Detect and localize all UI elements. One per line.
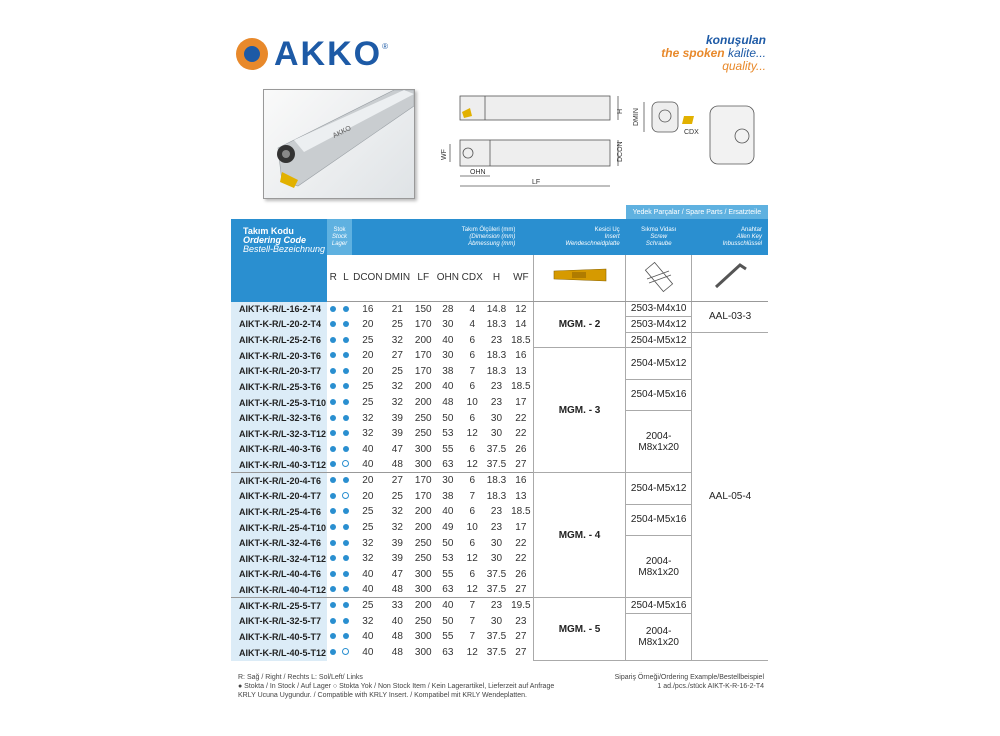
cell-h: 23 bbox=[490, 397, 503, 409]
insert-code: MGM. - 5 bbox=[533, 598, 625, 661]
table-row bbox=[231, 614, 768, 630]
cell-cdx: 7 bbox=[469, 490, 476, 502]
cell-h: 18.3 bbox=[486, 318, 507, 330]
col-DCON: DCON bbox=[352, 255, 383, 301]
cell-cdx: 12 bbox=[466, 647, 478, 659]
cell-cdx: 7 bbox=[469, 365, 476, 377]
cell-h: 37.5 bbox=[486, 443, 507, 455]
cell-ohn: 50 bbox=[442, 615, 454, 627]
stock-l-icon bbox=[340, 379, 353, 395]
ordering-code: AIKT-K-R/L-40-4-T6 bbox=[231, 567, 327, 583]
cell-ohn: 63 bbox=[442, 459, 454, 471]
cell-dmin: 21 bbox=[391, 303, 403, 315]
col-LF: LF bbox=[411, 255, 435, 301]
cell-ohn: 30 bbox=[442, 318, 454, 330]
cell-h: 18.3 bbox=[486, 475, 507, 487]
cell-cdx: 6 bbox=[469, 334, 476, 346]
cell-h: 18.3 bbox=[486, 365, 507, 377]
cell-lf: 250 bbox=[414, 615, 432, 627]
stock-r-icon bbox=[327, 457, 340, 473]
ordering-code: AIKT-K-R/L-40-4-T12 bbox=[231, 582, 327, 598]
label-LF: LF bbox=[532, 179, 541, 186]
table-row bbox=[231, 348, 768, 364]
cell-ohn: 38 bbox=[442, 365, 454, 377]
stock-r-icon bbox=[327, 473, 340, 489]
cell-cdx: 6 bbox=[469, 537, 476, 549]
ordering-code: AIKT-K-R/L-32-4-T12 bbox=[231, 551, 327, 567]
logo-mark-icon bbox=[236, 38, 268, 70]
stock-l-icon bbox=[340, 348, 353, 364]
cell-cdx: 6 bbox=[469, 475, 476, 487]
cell-wf: 27 bbox=[515, 647, 527, 659]
stock-r-icon bbox=[327, 504, 340, 520]
cell-dcon: 40 bbox=[362, 631, 374, 643]
cell-h: 14.8 bbox=[486, 303, 507, 315]
cell-wf: 26 bbox=[515, 443, 527, 455]
cell-lf: 300 bbox=[414, 443, 432, 455]
cell-wf: 22 bbox=[515, 553, 527, 565]
cell-cdx: 10 bbox=[466, 397, 478, 409]
cell-dcon: 25 bbox=[362, 381, 374, 393]
cell-ohn: 50 bbox=[442, 537, 454, 549]
screw-code: 2504-M5x12 bbox=[626, 348, 692, 379]
cell-cdx: 6 bbox=[469, 412, 476, 424]
cell-cdx: 12 bbox=[466, 553, 478, 565]
stock-l-icon bbox=[340, 442, 353, 458]
stock-l-icon bbox=[340, 645, 353, 661]
ordering-code: AIKT-K-R/L-40-3-T12 bbox=[231, 457, 327, 473]
cell-wf: 16 bbox=[515, 350, 527, 362]
screw-code: 2504-M5x16 bbox=[626, 598, 692, 614]
screw-header: Sıkma Vidası Screw Schraube bbox=[626, 219, 692, 255]
cell-h: 18.3 bbox=[486, 490, 507, 502]
cell-lf: 200 bbox=[414, 334, 432, 346]
cell-ohn: 49 bbox=[442, 522, 454, 534]
cell-wf: 18.5 bbox=[511, 334, 531, 346]
cell-wf: 13 bbox=[515, 365, 527, 377]
product-table bbox=[231, 205, 768, 661]
cell-h: 37.5 bbox=[486, 647, 507, 659]
insert-code: MGM. - 4 bbox=[533, 473, 625, 598]
cell-dcon: 25 bbox=[362, 506, 374, 518]
cell-cdx: 6 bbox=[469, 506, 476, 518]
stock-l-icon bbox=[340, 301, 353, 317]
cell-ohn: 48 bbox=[442, 397, 454, 409]
cell-dcon: 40 bbox=[362, 443, 374, 455]
cell-lf: 200 bbox=[414, 381, 432, 393]
cell-wf: 13 bbox=[515, 490, 527, 502]
ordering-code: AIKT-K-R/L-25-4-T6 bbox=[231, 504, 327, 520]
cell-dmin: 33 bbox=[391, 600, 403, 612]
cell-ohn: 30 bbox=[442, 350, 454, 362]
cell-dcon: 25 bbox=[362, 600, 374, 612]
cell-ohn: 63 bbox=[442, 647, 454, 659]
cell-wf: 27 bbox=[515, 631, 527, 643]
screw-image-icon bbox=[626, 255, 692, 301]
ordering-code: AIKT-K-R/L-25-3-T10 bbox=[231, 395, 327, 411]
cell-h: 18.3 bbox=[486, 350, 507, 362]
cell-wf: 17 bbox=[515, 397, 527, 409]
footer-ordering-example: Sipariş Örneği/Ordering Example/Bestellbeispiel 1 ad./pcs./stück AIKT-K-R-16-2-T4 bbox=[614, 674, 764, 690]
ordering-code: AIKT-K-R/L-25-3-T6 bbox=[231, 379, 327, 395]
stock-l-icon bbox=[340, 551, 353, 567]
cell-lf: 300 bbox=[414, 568, 432, 580]
cell-wf: 22 bbox=[515, 537, 527, 549]
ordering-code: AIKT-K-R/L-25-4-T10 bbox=[231, 520, 327, 536]
label-OHN: OHN bbox=[470, 169, 486, 176]
cell-h: 30 bbox=[490, 553, 503, 565]
stock-r-icon bbox=[327, 629, 340, 645]
cell-dmin: 40 bbox=[391, 615, 403, 627]
cell-lf: 250 bbox=[414, 428, 432, 440]
cell-wf: 22 bbox=[515, 428, 527, 440]
stock-r-icon bbox=[327, 567, 340, 583]
stock-r-icon bbox=[327, 442, 340, 458]
cell-dmin: 47 bbox=[391, 443, 403, 455]
table-row bbox=[231, 410, 768, 426]
cell-wf: 16 bbox=[515, 475, 527, 487]
stock-r-icon bbox=[327, 410, 340, 426]
col-H: H bbox=[484, 255, 509, 301]
cell-ohn: 38 bbox=[442, 490, 454, 502]
cell-h: 37.5 bbox=[486, 459, 507, 471]
label-DCON: DCON bbox=[617, 141, 624, 162]
cell-dcon: 25 bbox=[362, 397, 374, 409]
cell-wf: 23 bbox=[515, 615, 527, 627]
stock-r-icon bbox=[327, 614, 340, 630]
screw-code: 2503-M4x10 bbox=[626, 301, 692, 317]
cell-dcon: 20 bbox=[362, 490, 374, 502]
ordering-code-header: Takım Kodu Ordering Code Bestell-Bezeichnung bbox=[231, 219, 327, 255]
stock-r-icon bbox=[327, 520, 340, 536]
cell-dmin: 32 bbox=[391, 397, 403, 409]
cell-dmin: 48 bbox=[391, 631, 403, 643]
cell-h: 37.5 bbox=[486, 631, 507, 643]
ordering-code: AIKT-K-R/L-25-2-T6 bbox=[231, 332, 327, 348]
table-row bbox=[231, 535, 768, 551]
cell-dmin: 48 bbox=[391, 647, 403, 659]
brand-registered: ® bbox=[382, 42, 389, 51]
stock-r-icon bbox=[327, 348, 340, 364]
stock-r-icon bbox=[327, 582, 340, 598]
screw-code: 2503-M4x12 bbox=[626, 317, 692, 333]
slogan-line2: the spoken kalite... bbox=[661, 46, 766, 60]
stock-l-icon bbox=[340, 489, 353, 505]
cell-dmin: 32 bbox=[391, 506, 403, 518]
cell-dmin: 48 bbox=[391, 459, 403, 471]
col-DMIN: DMIN bbox=[384, 255, 412, 301]
ordering-code: AIKT-K-R/L-20-4-T7 bbox=[231, 489, 327, 505]
table-row bbox=[231, 332, 768, 348]
cell-cdx: 12 bbox=[466, 584, 478, 596]
footer-legend: R: Sağ / Right / Rechts L: Sol/Left/ Links ● Stokta / In Stock / Auf Lager ○ Stokta Yok / Non Stock Item / Kein Lagerartikel, Lieferzeit auf Anfrage KRLY Ucuna Uygundur. / Compatible with KRLY Insert. / Kompatibel mit KRLY Wendeplatten. bbox=[238, 674, 555, 699]
stock-r-icon bbox=[327, 301, 340, 317]
table-row bbox=[231, 598, 768, 614]
stock-r-icon bbox=[327, 645, 340, 661]
ordering-code: AIKT-K-R/L-32-3-T12 bbox=[231, 426, 327, 442]
stock-l-icon bbox=[340, 598, 353, 614]
cell-dmin: 25 bbox=[391, 318, 403, 330]
cell-cdx: 4 bbox=[469, 318, 476, 330]
stock-l-icon bbox=[340, 317, 353, 333]
cell-dcon: 32 bbox=[362, 553, 374, 565]
cell-h: 37.5 bbox=[486, 568, 507, 580]
cell-lf: 300 bbox=[414, 631, 432, 643]
cell-lf: 300 bbox=[414, 459, 432, 471]
table-body bbox=[231, 301, 768, 661]
ordering-code: AIKT-K-R/L-20-3-T6 bbox=[231, 348, 327, 364]
slogan-line1: konuşulan bbox=[705, 33, 766, 47]
key-code: AAL-03-3 bbox=[692, 301, 768, 332]
stock-r-icon bbox=[327, 364, 340, 380]
cell-dmin: 25 bbox=[391, 365, 403, 377]
insert-header: Kesici Uç Insert Wendeschneidplatte bbox=[533, 219, 625, 255]
cell-dmin: 27 bbox=[391, 475, 403, 487]
stock-l-icon bbox=[340, 395, 353, 411]
ordering-code: AIKT-K-R/L-40-5-T12 bbox=[231, 645, 327, 661]
cell-ohn: 30 bbox=[442, 475, 454, 487]
screw-code: 2504-M5x16 bbox=[626, 504, 692, 535]
cell-dcon: 40 bbox=[362, 647, 374, 659]
cell-lf: 250 bbox=[414, 537, 432, 549]
cell-dmin: 32 bbox=[391, 334, 403, 346]
stock-l-icon bbox=[340, 332, 353, 348]
cell-dcon: 40 bbox=[362, 459, 374, 471]
slogan bbox=[661, 34, 766, 73]
screw-code: 2504-M5x16 bbox=[626, 379, 692, 410]
cell-dmin: 48 bbox=[391, 584, 403, 596]
cell-ohn: 40 bbox=[442, 334, 454, 346]
label-WF: WF bbox=[441, 149, 448, 160]
label-DMIN: DMIN bbox=[633, 108, 640, 126]
screw-code: 2004-M8x1x20 bbox=[626, 535, 692, 598]
cell-cdx: 4 bbox=[469, 303, 476, 315]
cell-lf: 300 bbox=[414, 584, 432, 596]
cell-lf: 250 bbox=[414, 412, 432, 424]
cell-cdx: 6 bbox=[469, 443, 476, 455]
stock-r-icon bbox=[327, 379, 340, 395]
stock-l-icon bbox=[340, 520, 353, 536]
cell-dcon: 40 bbox=[362, 568, 374, 580]
screw-code: 2504-M5x12 bbox=[626, 332, 692, 348]
dimensions-header: Takım Ölçüleri (mm) (Dimension (mm) Abmessung (mm) bbox=[352, 219, 533, 255]
table-row bbox=[231, 379, 768, 395]
table-row bbox=[231, 301, 768, 317]
cell-cdx: 12 bbox=[466, 428, 478, 440]
cell-wf: 18.5 bbox=[511, 506, 531, 518]
cell-h: 30 bbox=[490, 412, 503, 424]
col-OHN: OHN bbox=[435, 255, 460, 301]
cell-h: 23 bbox=[490, 506, 503, 518]
ordering-code: AIKT-K-R/L-32-4-T6 bbox=[231, 535, 327, 551]
cell-dmin: 27 bbox=[391, 350, 403, 362]
label-CDX: CDX bbox=[684, 129, 699, 136]
allen-key-icon bbox=[692, 255, 768, 301]
spare-parts-header: Yedek Parçalar / Spare Parts / Ersatzteile bbox=[626, 205, 768, 219]
cell-dcon: 20 bbox=[362, 350, 374, 362]
cell-dcon: 20 bbox=[362, 365, 374, 377]
cell-ohn: 50 bbox=[442, 412, 454, 424]
cell-wf: 27 bbox=[515, 584, 527, 596]
cell-h: 30 bbox=[490, 428, 503, 440]
cell-h: 23 bbox=[490, 522, 503, 534]
cell-ohn: 63 bbox=[442, 584, 454, 596]
table-row bbox=[231, 504, 768, 520]
cell-dcon: 25 bbox=[362, 522, 374, 534]
cell-wf: 19.5 bbox=[511, 600, 531, 612]
cell-dcon: 32 bbox=[362, 428, 374, 440]
stock-r-icon bbox=[327, 598, 340, 614]
cell-dcon: 20 bbox=[362, 475, 374, 487]
cell-h: 23 bbox=[490, 600, 503, 612]
col-L: L bbox=[340, 255, 353, 301]
cell-cdx: 6 bbox=[469, 568, 476, 580]
technical-drawing bbox=[430, 88, 770, 198]
cell-ohn: 28 bbox=[442, 303, 454, 315]
cell-lf: 200 bbox=[414, 522, 432, 534]
cell-dcon: 16 bbox=[362, 303, 374, 315]
insert-image bbox=[533, 255, 625, 301]
stock-l-icon bbox=[340, 535, 353, 551]
cell-cdx: 7 bbox=[469, 615, 476, 627]
stock-r-icon bbox=[327, 535, 340, 551]
cell-ohn: 55 bbox=[442, 568, 454, 580]
ordering-code: AIKT-K-R/L-20-4-T6 bbox=[231, 473, 327, 489]
col-CDX: CDX bbox=[460, 255, 484, 301]
stock-l-icon bbox=[340, 629, 353, 645]
cell-lf: 170 bbox=[414, 490, 432, 502]
cell-ohn: 53 bbox=[442, 428, 454, 440]
cell-h: 30 bbox=[490, 537, 503, 549]
cell-ohn: 40 bbox=[442, 600, 454, 612]
stock-l-icon bbox=[340, 457, 353, 473]
stock-l-icon bbox=[340, 582, 353, 598]
cell-lf: 170 bbox=[414, 365, 432, 377]
cell-dcon: 20 bbox=[362, 318, 374, 330]
screw-code: 2004-M8x1x20 bbox=[626, 614, 692, 661]
cell-lf: 200 bbox=[414, 600, 432, 612]
cell-cdx: 10 bbox=[466, 522, 478, 534]
cell-dmin: 39 bbox=[391, 412, 403, 424]
cell-dcon: 40 bbox=[362, 584, 374, 596]
cell-wf: 27 bbox=[515, 459, 527, 471]
stock-r-icon bbox=[327, 395, 340, 411]
cell-wf: 17 bbox=[515, 522, 527, 534]
cell-wf: 26 bbox=[515, 568, 527, 580]
insert-code: MGM. - 3 bbox=[533, 348, 625, 473]
cell-dcon: 32 bbox=[362, 537, 374, 549]
ordering-code: AIKT-K-R/L-40-3-T6 bbox=[231, 442, 327, 458]
cell-cdx: 6 bbox=[469, 381, 476, 393]
cell-h: 30 bbox=[490, 615, 503, 627]
col-R: R bbox=[327, 255, 340, 301]
slogan-line3: quality... bbox=[722, 59, 766, 73]
cell-h: 23 bbox=[490, 334, 503, 346]
ordering-code: AIKT-K-R/L-20-2-T4 bbox=[231, 317, 327, 333]
stock-r-icon bbox=[327, 551, 340, 567]
cell-wf: 14 bbox=[515, 318, 527, 330]
stock-l-icon bbox=[340, 504, 353, 520]
cell-ohn: 40 bbox=[442, 506, 454, 518]
table-row bbox=[231, 473, 768, 489]
cell-cdx: 12 bbox=[466, 459, 478, 471]
key-code: AAL-05-4 bbox=[692, 332, 768, 660]
stock-l-icon bbox=[340, 426, 353, 442]
stock-l-icon bbox=[340, 364, 353, 380]
stock-l-icon bbox=[340, 473, 353, 489]
brand-name: AKKO bbox=[274, 34, 383, 73]
cell-wf: 22 bbox=[515, 412, 527, 424]
cell-dcon: 25 bbox=[362, 334, 374, 346]
cell-cdx: 7 bbox=[469, 631, 476, 643]
cell-dmin: 25 bbox=[391, 490, 403, 502]
stock-l-icon bbox=[340, 567, 353, 583]
cell-h: 37.5 bbox=[486, 584, 507, 596]
product-photo bbox=[263, 89, 415, 199]
cell-lf: 170 bbox=[414, 318, 432, 330]
cell-dmin: 39 bbox=[391, 537, 403, 549]
ordering-code: AIKT-K-R/L-25-5-T7 bbox=[231, 598, 327, 614]
stock-l-icon bbox=[340, 614, 353, 630]
cell-cdx: 6 bbox=[469, 350, 476, 362]
cell-lf: 170 bbox=[414, 350, 432, 362]
cell-cdx: 7 bbox=[469, 600, 476, 612]
screw-code: 2504-M5x12 bbox=[626, 473, 692, 504]
stock-r-icon bbox=[327, 489, 340, 505]
cell-lf: 200 bbox=[414, 397, 432, 409]
cell-dmin: 39 bbox=[391, 428, 403, 440]
ordering-code: AIKT-K-R/L-20-3-T7 bbox=[231, 364, 327, 380]
cell-lf: 200 bbox=[414, 506, 432, 518]
stock-header: Stok Stock Lager bbox=[327, 219, 352, 255]
cell-dcon: 32 bbox=[362, 615, 374, 627]
cell-ohn: 53 bbox=[442, 553, 454, 565]
insert-code: MGM. - 2 bbox=[533, 301, 625, 348]
key-header: Anahtar Allen Key Inbusschlüssel bbox=[692, 219, 768, 255]
cell-dmin: 47 bbox=[391, 568, 403, 580]
cell-h: 23 bbox=[490, 381, 503, 393]
ordering-code: AIKT-K-R/L-16-2-T4 bbox=[231, 301, 327, 317]
cell-ohn: 40 bbox=[442, 381, 454, 393]
stock-r-icon bbox=[327, 332, 340, 348]
cell-dmin: 32 bbox=[391, 522, 403, 534]
photo-brand-label: AKKO bbox=[331, 124, 353, 140]
stock-l-icon bbox=[340, 410, 353, 426]
cell-lf: 150 bbox=[414, 303, 432, 315]
cell-ohn: 55 bbox=[442, 443, 454, 455]
screw-code: 2004-M8x1x20 bbox=[626, 410, 692, 473]
cell-wf: 18.5 bbox=[511, 381, 531, 393]
cell-lf: 170 bbox=[414, 475, 432, 487]
stock-r-icon bbox=[327, 426, 340, 442]
ordering-code: AIKT-K-R/L-40-5-T7 bbox=[231, 629, 327, 645]
cell-lf: 300 bbox=[414, 647, 432, 659]
cell-ohn: 55 bbox=[442, 631, 454, 643]
cell-dcon: 32 bbox=[362, 412, 374, 424]
cell-wf: 12 bbox=[515, 303, 527, 315]
ordering-code: AIKT-K-R/L-32-5-T7 bbox=[231, 614, 327, 630]
cell-dmin: 32 bbox=[391, 381, 403, 393]
ordering-code: AIKT-K-R/L-32-3-T6 bbox=[231, 410, 327, 426]
cell-dmin: 39 bbox=[391, 553, 403, 565]
col-WF: WF bbox=[509, 255, 534, 301]
label-H: H bbox=[617, 108, 624, 114]
stock-r-icon bbox=[327, 317, 340, 333]
table-row bbox=[231, 317, 768, 333]
cell-lf: 250 bbox=[414, 553, 432, 565]
akko-logo bbox=[236, 36, 388, 72]
